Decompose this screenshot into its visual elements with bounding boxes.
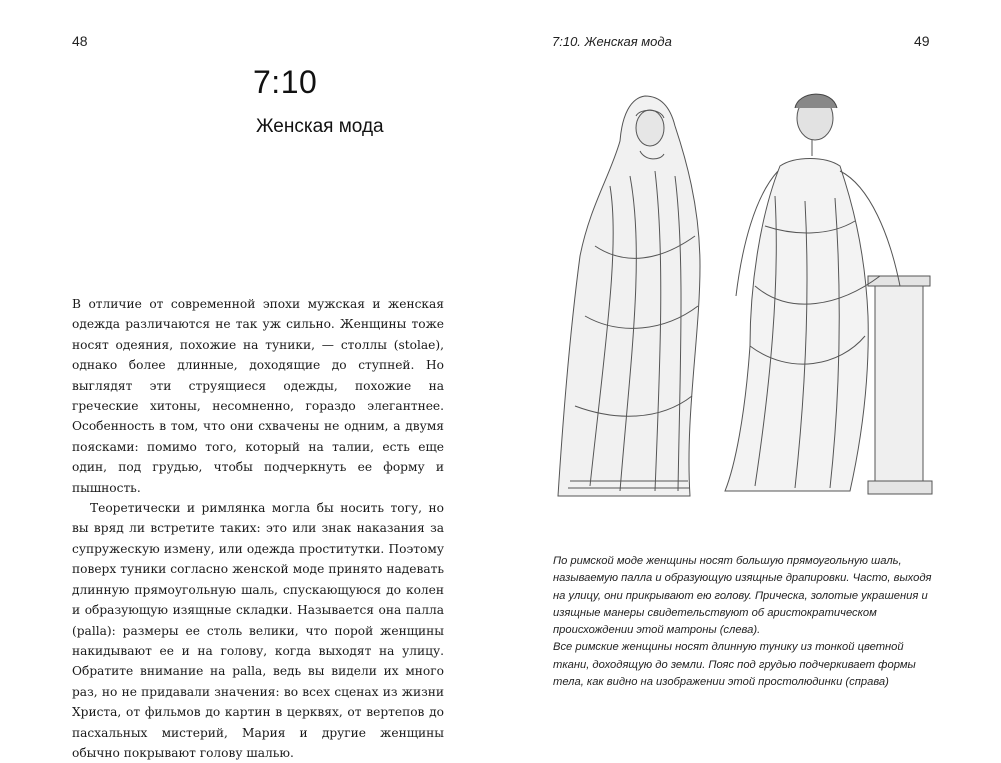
body-text bbox=[72, 294, 444, 763]
page-number-right: 49 bbox=[914, 33, 930, 49]
matron-figure bbox=[558, 96, 700, 496]
caption-line-1: По римской моде женщины носят большую прямоугольную шаль, называемую палла и образующую изящные драпировки. Часто, выходя на улицу, они прикрывают ею голову. Прическа, золотые украшения и изящные манеры свидетельствуют об аристократическом происхождении этой матроны (слева). bbox=[553, 555, 932, 637]
chapter-number: 7:10 bbox=[253, 64, 318, 100]
commoner-figure bbox=[725, 94, 932, 494]
caption bbox=[553, 553, 935, 691]
illustration-label: illustration of two Roman women bbox=[750, 501, 767, 502]
caption-line-2: Все римские женщины носят длинную тунику из тонкой цветной ткани, доходящую до земли. Пояс под грудью подчеркивает формы тела, как видно на изображении этой простолюдинки (справа) bbox=[553, 641, 916, 689]
page-number-left: 48 bbox=[72, 33, 88, 49]
chapter-title: Женская мода bbox=[256, 116, 384, 137]
illustration bbox=[550, 86, 950, 506]
left-page bbox=[0, 0, 500, 760]
paragraph-1: В отличие от современной эпохи мужская и женская одежда различаются не так уж сильно. Женщины тоже носят одеяния, похожие на туники, — столлы (stolae), однако более длинные, доходящие до ступней. Но выглядят эти струящиеся одежды, похожие на греческие хитоны, несомненно, гораздо элегантнее. Особенность в том, что они схвачены не одним, а двумя поясками: помимо того, который на талии, есть еще один, под грудью, чтобы подчеркнуть ее форму и пышность. bbox=[72, 297, 444, 495]
running-head: 7:10. Женская мода bbox=[552, 34, 672, 49]
paragraph-2: Теоретически и римлянка могла бы носить тогу, но вы вряд ли встретите таких: это или знак наказания за супружескую измену, или одежда проститутки. Поэтому поверх туники согласно женской моде принято надевать длинную прямоугольную шаль, спускающуюся до колен и образующую изящные складки. Называется она палла (palla): размеры ее столь велики, что порой женщины накидывают ее и на голову, когда выходят на улицу. Обратите внимание на palla, ведь вы видели их много раз, но не придавали значения: во всех сценах из жизни Христа, от фильмов до картин в церквях, от вертепов до пасхальных мистерий, Мария и другие женщины обычно покрывают голову шалью. bbox=[72, 501, 444, 760]
right-page bbox=[500, 0, 1001, 751]
